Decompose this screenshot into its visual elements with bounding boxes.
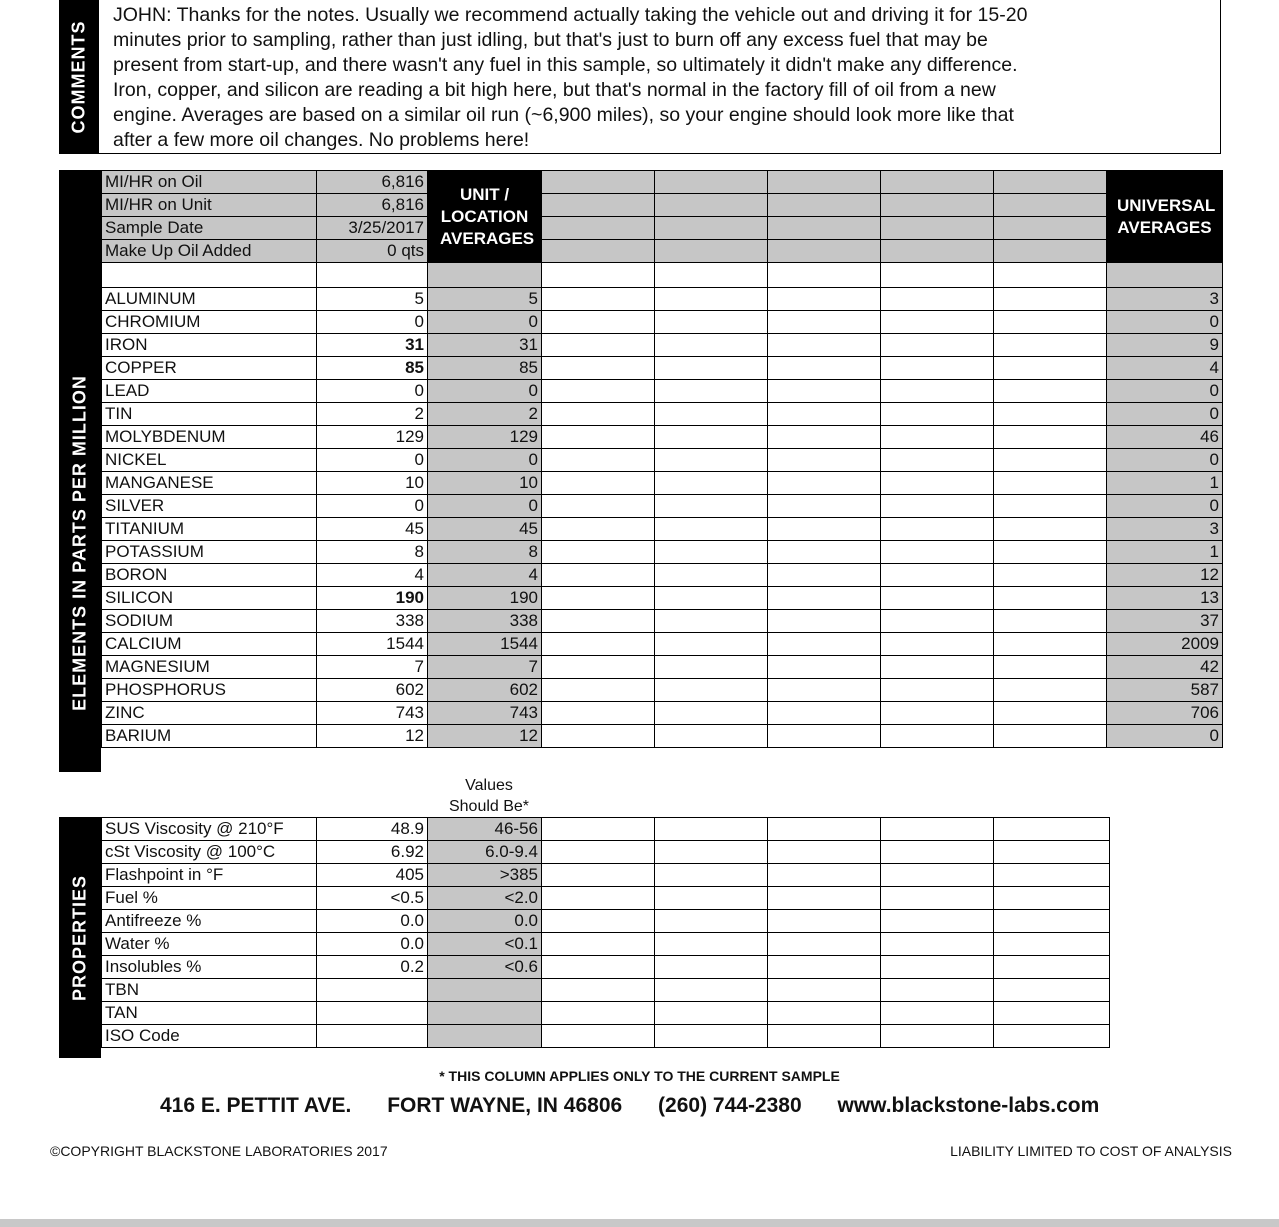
lab-phone: (260) 744-2380 <box>658 1094 802 1117</box>
property-name: TAN <box>102 1002 317 1025</box>
comment-line: JOHN: Thanks for the notes. Usually we recommend actually taking the vehicle out and driving it for 15-20 <box>113 4 1028 26</box>
element-value: 12 <box>317 725 428 748</box>
element-row <box>102 334 1223 357</box>
element-universal-average: 9 <box>1107 334 1223 357</box>
sample-info-row <box>102 240 1223 263</box>
element-name: BARIUM <box>102 725 317 748</box>
element-row <box>102 679 1223 702</box>
lab-city: FORT WAYNE, IN 46806 <box>387 1094 623 1117</box>
spacer-row <box>102 263 1223 288</box>
elements-table <box>101 170 1223 748</box>
element-unit-average: 45 <box>428 518 542 541</box>
element-unit-average: 190 <box>428 587 542 610</box>
element-name: ALUMINUM <box>102 288 317 311</box>
property-value: 405 <box>317 864 428 887</box>
element-row <box>102 449 1223 472</box>
property-value <box>317 1025 428 1048</box>
property-row <box>102 864 1110 887</box>
element-value: 338 <box>317 610 428 633</box>
element-name: SILVER <box>102 495 317 518</box>
element-name: LEAD <box>102 380 317 403</box>
properties-side-bar <box>59 817 101 1058</box>
sample-info-row <box>102 194 1223 217</box>
sample-info-label: Make Up Oil Added <box>102 240 317 263</box>
property-row <box>102 956 1110 979</box>
element-universal-average: 587 <box>1107 679 1223 702</box>
element-unit-average: 1544 <box>428 633 542 656</box>
elements-side-bar <box>59 170 101 772</box>
property-value: 0.2 <box>317 956 428 979</box>
element-unit-average: 8 <box>428 541 542 564</box>
property-should-be: <0.1 <box>428 933 542 956</box>
properties-section-label: PROPERTIES <box>69 874 90 1001</box>
element-row <box>102 357 1223 380</box>
property-value <box>317 979 428 1002</box>
values-should-be-label: Values Should Be* <box>448 777 530 815</box>
element-universal-average: 12 <box>1107 564 1223 587</box>
property-row <box>102 1002 1110 1025</box>
element-name: MANGANESE <box>102 472 317 495</box>
element-unit-average: 129 <box>428 426 542 449</box>
element-row <box>102 541 1223 564</box>
element-row <box>102 564 1223 587</box>
element-value: 0 <box>317 311 428 334</box>
element-value: 2 <box>317 403 428 426</box>
element-universal-average: 3 <box>1107 288 1223 311</box>
element-unit-average: 0 <box>428 380 542 403</box>
comments-section-label: COMMENTS <box>68 20 89 134</box>
element-name: ZINC <box>102 702 317 725</box>
element-value: 190 <box>317 587 428 610</box>
element-value: 0 <box>317 449 428 472</box>
element-value: 8 <box>317 541 428 564</box>
sample-info-value: 0 qts <box>317 240 428 263</box>
element-name: MOLYBDENUM <box>102 426 317 449</box>
element-unit-average: 4 <box>428 564 542 587</box>
element-universal-average: 1 <box>1107 541 1223 564</box>
property-should-be: <0.6 <box>428 956 542 979</box>
element-universal-average: 42 <box>1107 656 1223 679</box>
element-unit-average: 7 <box>428 656 542 679</box>
element-value: 7 <box>317 656 428 679</box>
element-row <box>102 518 1223 541</box>
comment-line: Iron, copper, and silicon are reading a bit high here, but that's normal in the factory fill of oil from a new <box>113 79 996 101</box>
element-value: 0 <box>317 495 428 518</box>
element-row <box>102 380 1223 403</box>
universal-averages-header: UNIVERSAL AVERAGES <box>1107 171 1223 263</box>
element-unit-average: 12 <box>428 725 542 748</box>
property-should-be: 46-56 <box>428 818 542 841</box>
property-should-be: 6.0-9.4 <box>428 841 542 864</box>
liability-text: LIABILITY LIMITED TO COST OF ANALYSIS <box>950 1143 1232 1159</box>
element-universal-average: 0 <box>1107 449 1223 472</box>
sample-info-value: 3/25/2017 <box>317 217 428 240</box>
element-row <box>102 702 1223 725</box>
column-note: * THIS COLUMN APPLIES ONLY TO THE CURRENT SAMPLE <box>439 1068 840 1084</box>
element-value: 602 <box>317 679 428 702</box>
element-unit-average: 5 <box>428 288 542 311</box>
element-name: SILICON <box>102 587 317 610</box>
element-universal-average: 3 <box>1107 518 1223 541</box>
property-row <box>102 818 1110 841</box>
element-unit-average: 602 <box>428 679 542 702</box>
property-name: Water % <box>102 933 317 956</box>
sample-info-row <box>102 217 1223 240</box>
lab-address: 416 E. PETTIT AVE. <box>160 1094 352 1117</box>
element-unit-average: 31 <box>428 334 542 357</box>
comment-line: present from start-up, and there wasn't any fuel in this sample, so ultimately it didn't make any difference. <box>113 54 1018 76</box>
element-universal-average: 0 <box>1107 725 1223 748</box>
element-value: 129 <box>317 426 428 449</box>
element-name: NICKEL <box>102 449 317 472</box>
element-unit-average: 85 <box>428 357 542 380</box>
element-row <box>102 472 1223 495</box>
property-row <box>102 841 1110 864</box>
property-value: 0.0 <box>317 933 428 956</box>
property-name: cSt Viscosity @ 100°C <box>102 841 317 864</box>
element-value: 10 <box>317 472 428 495</box>
element-universal-average: 0 <box>1107 403 1223 426</box>
property-name: Antifreeze % <box>102 910 317 933</box>
element-name: CALCIUM <box>102 633 317 656</box>
element-unit-average: 10 <box>428 472 542 495</box>
property-name: Insolubles % <box>102 956 317 979</box>
element-row <box>102 610 1223 633</box>
element-universal-average: 46 <box>1107 426 1223 449</box>
element-unit-average: 0 <box>428 495 542 518</box>
property-row <box>102 933 1110 956</box>
comment-line: after a few more oil changes. No problems here! <box>113 129 530 151</box>
sample-info-row <box>102 171 1223 194</box>
property-value: <0.5 <box>317 887 428 910</box>
comments-side-bar <box>59 0 99 154</box>
property-name: ISO Code <box>102 1025 317 1048</box>
property-name: Flashpoint in °F <box>102 864 317 887</box>
sample-info-label: Sample Date <box>102 217 317 240</box>
property-name: SUS Viscosity @ 210°F <box>102 818 317 841</box>
element-universal-average: 13 <box>1107 587 1223 610</box>
element-value: 743 <box>317 702 428 725</box>
element-row <box>102 587 1223 610</box>
sample-info-label: MI/HR on Oil <box>102 171 317 194</box>
element-value: 85 <box>317 357 428 380</box>
sample-info-value: 6,816 <box>317 171 428 194</box>
sample-info-value: 6,816 <box>317 194 428 217</box>
comment-line: engine. Averages are based on a similar oil run (~6,900 miles), so your engine should look more like that <box>113 104 1014 126</box>
element-name: TIN <box>102 403 317 426</box>
property-value <box>317 1002 428 1025</box>
element-name: SODIUM <box>102 610 317 633</box>
element-unit-average: 2 <box>428 403 542 426</box>
element-name: PHOSPHORUS <box>102 679 317 702</box>
comment-line: minutes prior to sampling, rather than just idling, but that's just to burn off any excess fuel that may be <box>113 29 988 51</box>
property-should-be: 0.0 <box>428 910 542 933</box>
element-value: 0 <box>317 380 428 403</box>
element-universal-average: 0 <box>1107 380 1223 403</box>
element-row <box>102 633 1223 656</box>
element-universal-average: 2009 <box>1107 633 1223 656</box>
element-unit-average: 0 <box>428 449 542 472</box>
element-universal-average: 4 <box>1107 357 1223 380</box>
element-value: 1544 <box>317 633 428 656</box>
property-value: 48.9 <box>317 818 428 841</box>
element-value: 45 <box>317 518 428 541</box>
element-row <box>102 656 1223 679</box>
property-row <box>102 887 1110 910</box>
lab-website[interactable]: www.blackstone-labs.com <box>837 1094 1100 1117</box>
element-unit-average: 743 <box>428 702 542 725</box>
element-value: 5 <box>317 288 428 311</box>
element-row <box>102 426 1223 449</box>
property-value: 6.92 <box>317 841 428 864</box>
element-value: 31 <box>317 334 428 357</box>
element-name: TITANIUM <box>102 518 317 541</box>
lab-contact <box>160 1094 1099 1118</box>
comments-text <box>113 3 1113 153</box>
property-should-be <box>428 979 542 1002</box>
element-name: MAGNESIUM <box>102 656 317 679</box>
property-value: 0.0 <box>317 910 428 933</box>
property-name: Fuel % <box>102 887 317 910</box>
element-name: COPPER <box>102 357 317 380</box>
property-should-be <box>428 1025 542 1048</box>
element-unit-average: 338 <box>428 610 542 633</box>
element-universal-average: 1 <box>1107 472 1223 495</box>
element-universal-average: 0 <box>1107 495 1223 518</box>
element-row <box>102 288 1223 311</box>
property-name: TBN <box>102 979 317 1002</box>
element-universal-average: 37 <box>1107 610 1223 633</box>
element-universal-average: 706 <box>1107 702 1223 725</box>
element-unit-average: 0 <box>428 311 542 334</box>
properties-table <box>101 817 1110 1048</box>
property-row <box>102 910 1110 933</box>
copyright-text: ©COPYRIGHT BLACKSTONE LABORATORIES 2017 <box>50 1143 388 1159</box>
element-row <box>102 311 1223 334</box>
element-row <box>102 495 1223 518</box>
element-name: BORON <box>102 564 317 587</box>
element-row <box>102 403 1223 426</box>
bottom-scroll-bar <box>0 1219 1279 1227</box>
property-row <box>102 979 1110 1002</box>
element-name: IRON <box>102 334 317 357</box>
property-row <box>102 1025 1110 1048</box>
unit-location-averages-header: UNIT / LOCATION AVERAGES <box>428 171 542 263</box>
property-should-be <box>428 1002 542 1025</box>
elements-section-label: ELEMENTS IN PARTS PER MILLION <box>69 375 90 712</box>
element-universal-average: 0 <box>1107 311 1223 334</box>
property-should-be: <2.0 <box>428 887 542 910</box>
property-should-be: >385 <box>428 864 542 887</box>
element-name: CHROMIUM <box>102 311 317 334</box>
element-name: POTASSIUM <box>102 541 317 564</box>
element-value: 4 <box>317 564 428 587</box>
element-row <box>102 725 1223 748</box>
sample-info-label: MI/HR on Unit <box>102 194 317 217</box>
